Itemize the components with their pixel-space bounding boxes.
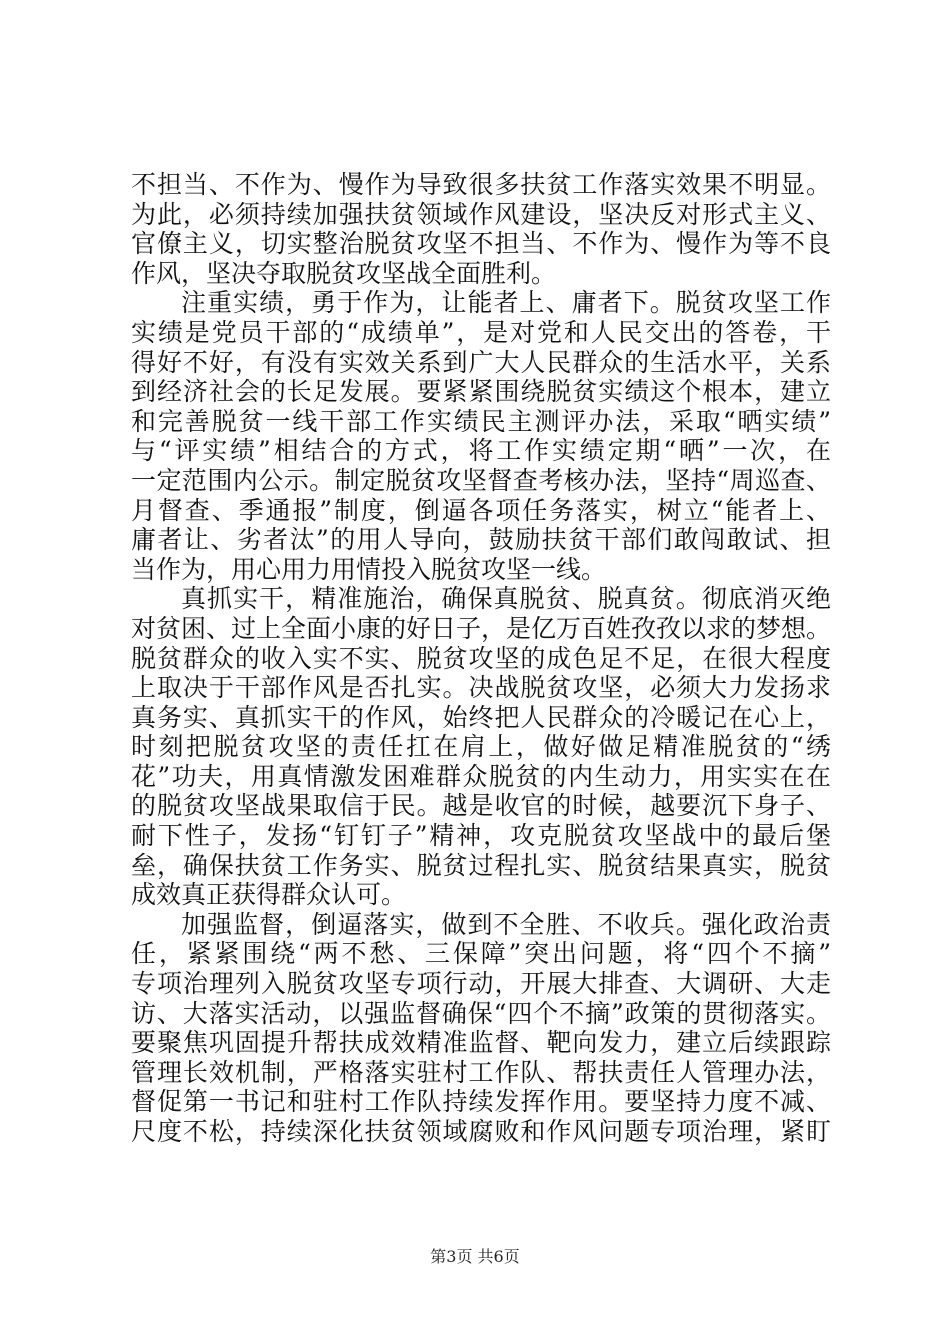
text-line: 时刻把脱贫攻坚的责任扛在肩上，做好做足精准脱贫的“绣 bbox=[131, 732, 831, 762]
text-line: 真务实、真抓实干的作风，始终把人民群众的冷暖记在心上， bbox=[131, 702, 831, 732]
text-line: 尺度不松，持续深化扶贫领域腐败和作风问题专项治理，紧盯 bbox=[131, 1117, 831, 1146]
text-line: 专项治理列入脱贫攻坚专项行动，开展大排查、大调研、大走 bbox=[131, 969, 831, 999]
text-line: 当作为，用心用力用情投入脱贫攻坚一线。 bbox=[131, 554, 607, 584]
text-line: 月督查、季通报”制度，倒逼各项任务落实，树立“能者上、 bbox=[131, 495, 831, 525]
text-line: 和完善脱贫一线干部工作实绩民主测评办法，采取“晒实绩” bbox=[131, 406, 831, 436]
text-line: 到经济社会的长足发展。要紧紧围绕脱贫实绩这个根本，建立 bbox=[131, 377, 831, 407]
page-number: 第3页 共6页 bbox=[430, 1247, 520, 1266]
text-line: 官僚主义，切实整治脱贫攻坚不担当、不作为、慢作为等不良 bbox=[131, 229, 831, 259]
text-line: 管理长效机制，严格落实驻村工作队、帮扶责任人管理办法， bbox=[131, 1057, 831, 1087]
text-line: 耐下性子，发扬“钉钉子”精神，攻克脱贫攻坚战中的最后堡 bbox=[131, 821, 831, 851]
text-line: 实绩是党员干部的“成绩单”，是对党和人民交出的答卷，干 bbox=[131, 317, 831, 347]
text-line: 督促第一书记和驻村工作队持续发挥作用。要坚持力度不减、 bbox=[131, 1087, 831, 1117]
text-line: 成效真正获得群众认可。 bbox=[131, 880, 407, 910]
text-line: 花”功夫，用真情激发困难群众脱贫的内生动力，用实实在在 bbox=[131, 761, 831, 791]
text-line: 访、大落实活动，以强监督确保“四个不摘”政策的贯彻落实。 bbox=[131, 998, 831, 1028]
text-line: 要聚焦巩固提升帮扶成效精准监督、靶向发力，建立后续跟踪 bbox=[131, 1028, 831, 1058]
text-line: 加强监督，倒逼落实，做到不全胜、不收兵。强化政治责 bbox=[181, 909, 831, 939]
text-line: 一定范围内公示。制定脱贫攻坚督查考核办法，坚持“周巡查、 bbox=[131, 465, 831, 495]
text-line: 作风，坚决夺取脱贫攻坚战全面胜利。 bbox=[131, 258, 557, 288]
text-line: 注重实绩，勇于作为，让能者上、庸者下。脱贫攻坚工作 bbox=[181, 288, 831, 318]
text-line: 任，紧紧围绕“两不愁、三保障”突出问题，将“四个不摘” bbox=[131, 939, 831, 969]
text-line: 庸者让、劣者汰”的用人导向，鼓励扶贫干部们敢闯敢试、担 bbox=[131, 525, 831, 555]
text-line: 为此，必须持续加强扶贫领域作风建设，坚决反对形式主义、 bbox=[131, 199, 831, 229]
text-line: 上取决于干部作风是否扎实。决战脱贫攻坚，必须大力发扬求 bbox=[131, 673, 831, 703]
text-line: 不担当、不作为、慢作为导致很多扶贫工作落实效果不明显。 bbox=[131, 170, 831, 199]
text-line: 的脱贫攻坚战果取信于民。越是收官的时候，越要沉下身子、 bbox=[131, 791, 831, 821]
text-line: 得好不好，有没有实效关系到广大人民群众的生活水平，关系 bbox=[131, 347, 831, 377]
text-line: 对贫困、过上全面小康的好日子，是亿万百姓孜孜以求的梦想。 bbox=[131, 613, 832, 643]
text-line: 与“评实绩”相结合的方式，将工作实绩定期“晒”一次，在 bbox=[131, 436, 831, 466]
body-text bbox=[131, 170, 831, 1147]
text-line: 脱贫群众的收入实不实、脱贫攻坚的成色足不足，在很大程度 bbox=[131, 643, 831, 673]
text-line: 垒，确保扶贫工作务实、脱贫过程扎实、脱贫结果真实，脱贫 bbox=[131, 850, 831, 880]
text-line: 真抓实干，精准施治，确保真脱贫、脱真贫。彻底消灭绝 bbox=[181, 584, 831, 614]
